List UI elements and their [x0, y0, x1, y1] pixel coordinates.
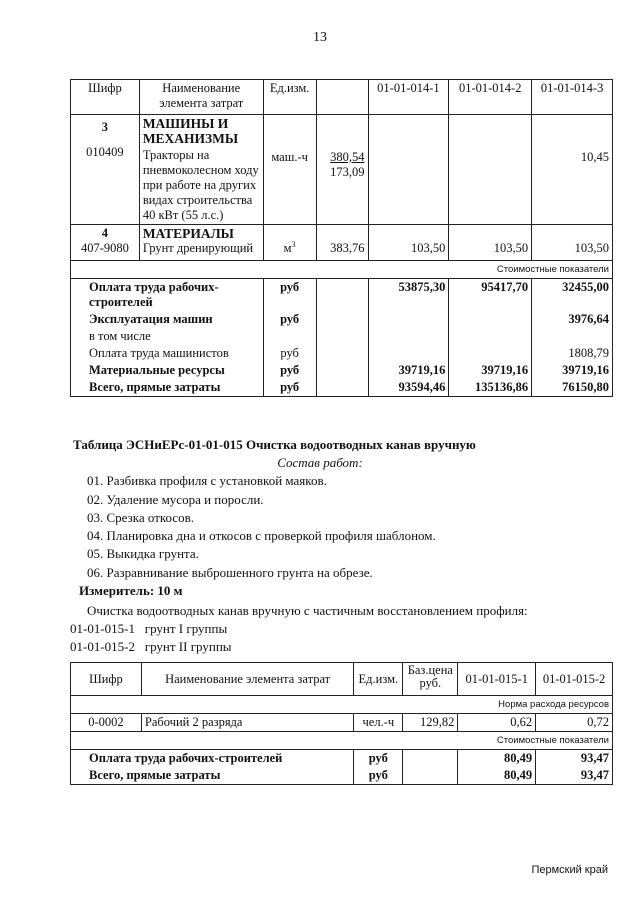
summary-value-1: 39719,16 [368, 362, 449, 379]
section-title: МАШИНЫ И МЕХАНИЗМЫ [142, 116, 239, 146]
summary-value-3: 1808,79 [532, 345, 613, 362]
footer-region: Пермский край [531, 864, 608, 876]
table-header-row [71, 663, 613, 696]
material-value-2: 103,50 [449, 225, 532, 261]
header-col-2: 01-01-014-2 [449, 80, 532, 115]
summary-label: Всего, прямые затраты [71, 767, 354, 785]
section-number: 4 [101, 226, 109, 240]
summary-value-1: 93594,46 [368, 379, 449, 397]
table-header-row [71, 80, 613, 115]
summary-value-3: 76150,80 [532, 379, 613, 397]
summary-unit: руб [263, 362, 316, 379]
summary-value-2: 95417,70 [449, 279, 532, 312]
summary-label: Оплата труда рабочих-строителей [71, 750, 354, 768]
material-value-3: 103,50 [532, 225, 613, 261]
operation-item: 03. Срезка откосов. [87, 510, 195, 525]
summary-unit: руб [263, 345, 316, 362]
summary-label: Оплата труда рабочих-строителей [71, 279, 264, 312]
section-subtitle: Состав работ: [277, 455, 363, 470]
summary-unit: руб [263, 279, 316, 312]
summary-value-3: 3976,64 [532, 311, 613, 328]
summary-label: Эксплуатация машин [71, 311, 264, 328]
table-row [71, 115, 613, 225]
cost-caption-row [71, 732, 613, 750]
summary-label: Материальные ресурсы [71, 362, 264, 379]
operation-item: 04. Планировка дна и откосов с проверкой профиля шаблоном. [87, 528, 436, 543]
material-value-1: 103,50 [368, 225, 449, 261]
operation-item: 06. Разравнивание выброшенного грунта на обрезе. [87, 565, 373, 580]
header-price: Баз.цена руб. [403, 663, 458, 696]
summary-label: в том числе [71, 328, 264, 345]
table-row [71, 225, 613, 261]
row-value-2 [449, 115, 532, 225]
norm-caption: Норма расхода ресурсов [71, 696, 613, 714]
row-value-1 [368, 115, 449, 225]
summary-value-2 [449, 311, 532, 328]
summary-unit: руб [354, 767, 403, 785]
section-title: Таблица ЭСНиЕРс-01-01-015 Очистка водоотводных канав вручную [73, 437, 476, 452]
row-value-2: 0,72 [536, 714, 613, 732]
row-code: 010409 [86, 145, 124, 159]
header-name: Наименование элемента затрат [141, 663, 353, 696]
material-price: 383,76 [316, 225, 368, 261]
summary-value-1 [368, 311, 449, 328]
summary-row [71, 311, 613, 328]
summary-row [71, 345, 613, 362]
table-row [71, 714, 613, 732]
summary-unit: руб [263, 379, 316, 397]
summary-label: Оплата труда машинистов [71, 345, 264, 362]
row-value-3: 10,45 [532, 115, 613, 225]
cost-caption-row [71, 261, 613, 279]
header-col-1: 01-01-014-1 [368, 80, 449, 115]
header-code: Шифр [71, 80, 140, 115]
cost-caption: Стоимостные показатели [71, 261, 613, 279]
header-unit: Ед.изм. [354, 663, 403, 696]
operation-item: 05. Выкидка грунта. [87, 546, 199, 561]
header-unit: Ед.изм. [263, 80, 316, 115]
summary-row [71, 328, 613, 345]
resource-table-015 [70, 662, 613, 785]
header-code: Шифр [71, 663, 142, 696]
machines-code-cell [71, 115, 140, 225]
row-value-1: 0,62 [458, 714, 536, 732]
summary-value-2: 93,47 [536, 767, 613, 785]
row-unit: чел.-ч [354, 714, 403, 732]
row-price: 129,82 [403, 714, 458, 732]
header-col-3: 01-01-014-3 [532, 80, 613, 115]
header-col-2: 01-01-015-2 [536, 663, 613, 696]
summary-row [71, 750, 613, 768]
header-col-1: 01-01-015-1 [458, 663, 536, 696]
material-name: Грунт дренирующий [142, 241, 254, 255]
row-unit: маш.-ч [263, 115, 316, 225]
summary-value-1: 53875,30 [368, 279, 449, 312]
summary-row [71, 279, 613, 312]
row-price: 380,54 173,09 [316, 115, 368, 225]
operation-item: 02. Удаление мусора и поросли. [87, 492, 264, 507]
header-empty [316, 80, 368, 115]
summary-value-3: 39719,16 [532, 362, 613, 379]
row-code: 0-0002 [71, 714, 142, 732]
section-title: МАТЕРИАЛЫ [142, 226, 234, 241]
summary-value-1: 80,49 [458, 767, 536, 785]
materials-code-cell [71, 225, 140, 261]
summary-row [71, 362, 613, 379]
summary-value-2: 93,47 [536, 750, 613, 768]
summary-row [71, 767, 613, 785]
norm-caption-row [71, 696, 613, 714]
resource-table-014 [70, 79, 613, 397]
operation-item: 01. Разбивка профиля с установкой маяков. [87, 473, 327, 488]
summary-value-2: 39719,16 [449, 362, 532, 379]
row-name: Рабочий 2 разряда [141, 714, 353, 732]
summary-unit: руб [354, 750, 403, 768]
summary-unit: руб [263, 311, 316, 328]
page-number: 13 [313, 30, 327, 45]
summary-row [71, 379, 613, 397]
section-description: Очистка водоотводных канав вручную с частичным восстановлением профиля: [87, 603, 528, 618]
variant-item: 01-01-015-1 грунт I группы [70, 621, 228, 636]
summary-value-3: 32455,00 [532, 279, 613, 312]
row-name: Тракторы на пневмоколесном ходу при работе на других видах строительства 40 кВт (55 л.с.) [142, 148, 259, 222]
cost-caption: Стоимостные показатели [71, 732, 613, 750]
section-number: 3 [101, 120, 109, 134]
materials-name-cell [139, 225, 263, 261]
summary-value-2: 135136,86 [449, 379, 532, 397]
material-code: 407-9080 [80, 241, 129, 255]
measure-unit: Измеритель: 10 м [79, 583, 183, 598]
header-name: Наименование элемента затрат [139, 80, 263, 115]
summary-label: Всего, прямые затраты [71, 379, 264, 397]
variant-item: 01-01-015-2 грунт II группы [70, 639, 232, 654]
material-unit: $м^3$ [263, 225, 316, 261]
machines-name-cell [139, 115, 263, 225]
summary-value-1: 80,49 [458, 750, 536, 768]
